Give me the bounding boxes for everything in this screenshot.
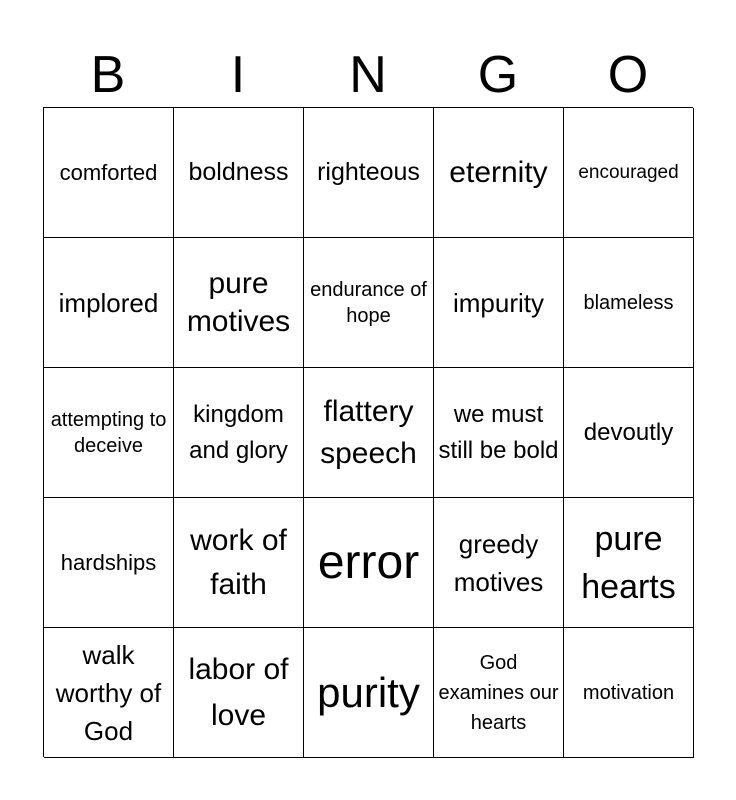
cell-label: we must still be bold (438, 400, 559, 464)
bingo-cell-r2-c1[interactable] (174, 368, 304, 498)
cell-label: pure motives (186, 266, 291, 338)
header-letter-i: I (230, 46, 246, 104)
cell-label: God examines our hearts (438, 651, 559, 734)
cell-label: impurity (452, 287, 544, 318)
cell-label: hardships (60, 550, 157, 575)
bingo-cell-r4-c0[interactable] (44, 628, 174, 758)
cell-label: greedy motives (453, 528, 544, 597)
bingo-cell-r4-c3[interactable] (434, 628, 564, 758)
cell-label: work of faith (190, 523, 287, 601)
header-letter-g: G (477, 46, 519, 104)
bingo-cell-r1-c3[interactable] (434, 238, 564, 368)
cell-label: boldness (188, 158, 289, 186)
cell-label: pure hearts (581, 519, 676, 606)
cell-label: devoutly (583, 419, 674, 446)
bingo-cell-r0-c2[interactable] (304, 108, 434, 238)
cell-label: encouraged (578, 161, 679, 183)
bingo-cell-r3-c0[interactable] (44, 498, 174, 628)
cell-label: flattery speech (320, 394, 417, 470)
bingo-cell-r0-c1[interactable] (174, 108, 304, 238)
bingo-cell-r0-c0[interactable] (44, 108, 174, 238)
cell-label: purity (317, 668, 420, 716)
cell-label: walk worthy of God (55, 639, 162, 746)
bingo-cell-r0-c4[interactable] (564, 108, 694, 238)
bingo-header (43, 42, 693, 108)
bingo-cell-r3-c4[interactable] (564, 498, 694, 628)
bingo-cell-r3-c2[interactable] (304, 498, 434, 628)
cell-label: righteous (317, 158, 420, 186)
bingo-cell-r2-c3[interactable] (434, 368, 564, 498)
bingo-cell-r4-c4[interactable] (564, 628, 694, 758)
header-letter-n: N (349, 46, 387, 104)
bingo-cell-r1-c4[interactable] (564, 238, 694, 368)
cell-label: labor of love (188, 652, 289, 732)
bingo-cell-r2-c2[interactable] (304, 368, 434, 498)
bingo-cell-r4-c2[interactable] (304, 628, 434, 758)
cell-label: attempting to deceive (50, 408, 167, 457)
cell-label: endurance of hope (310, 278, 427, 327)
cell-label: motivation (582, 681, 675, 704)
bingo-cell-r2-c0[interactable] (44, 368, 174, 498)
bingo-cell-r3-c3[interactable] (434, 498, 564, 628)
bingo-cell-r1-c1[interactable] (174, 238, 304, 368)
bingo-cell-r3-c1[interactable] (174, 498, 304, 628)
header-letter-b: B (90, 46, 126, 104)
bingo-cell-r4-c1[interactable] (174, 628, 304, 758)
cell-label: implored (58, 287, 159, 318)
bingo-cell-r1-c0[interactable] (44, 238, 174, 368)
cell-label: eternity (449, 155, 548, 189)
header-letter-o: O (607, 46, 649, 104)
bingo-cell-r1-c2[interactable] (304, 238, 434, 368)
bingo-grid (43, 107, 693, 757)
cell-label: error (317, 535, 420, 589)
cell-label: blameless (583, 291, 674, 314)
bingo-cell-r2-c4[interactable] (564, 368, 694, 498)
cell-label: comforted (59, 160, 158, 185)
bingo-cell-r0-c3[interactable] (434, 108, 564, 238)
cell-label: kingdom and glory (189, 400, 288, 464)
